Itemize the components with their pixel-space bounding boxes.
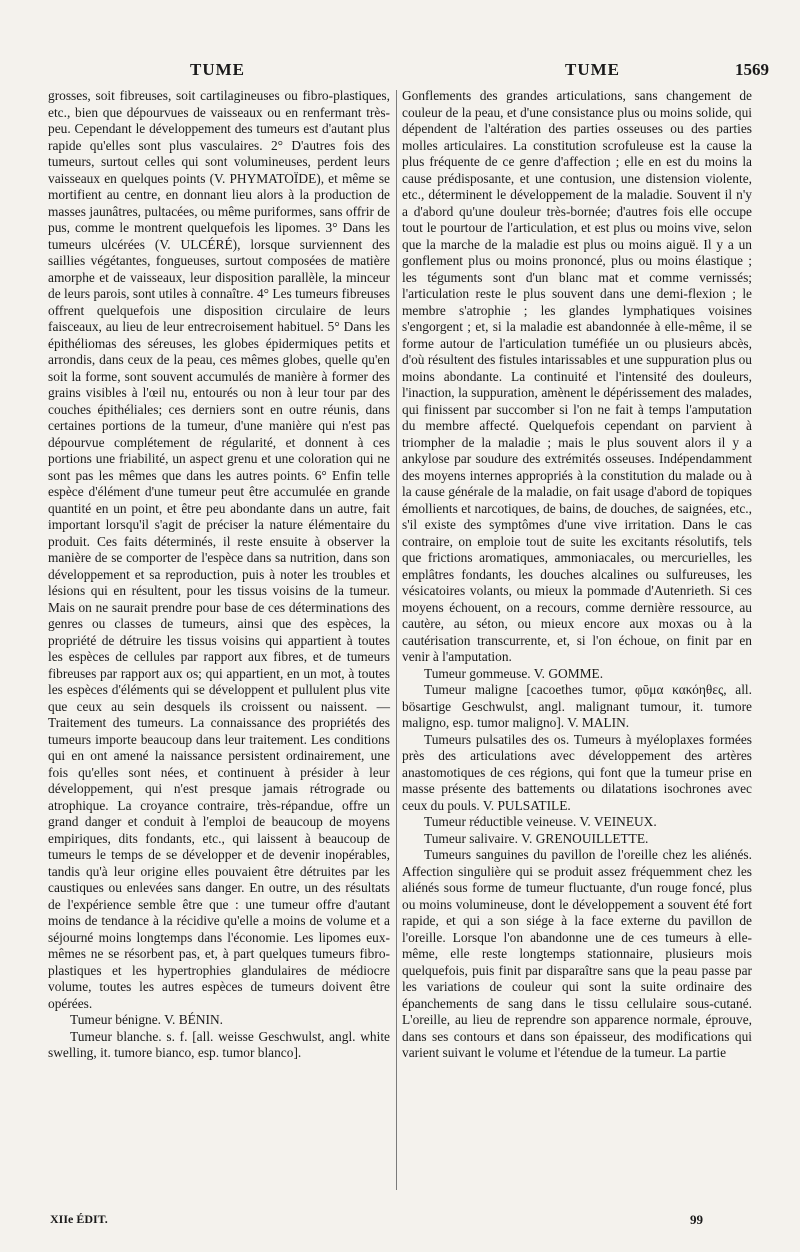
running-header-right: TUME [565, 60, 620, 79]
right-column [402, 88, 752, 1062]
entry-tumeur-blanche: Tumeur blanche. s. f. [all. weisse Geschwulst, angl. white swelling, it. tumore bianco, esp. tumor blanco]. [48, 1028, 390, 1060]
running-header-left: TUME [190, 60, 245, 79]
entry-tumeur-reductible: Tumeur réductible veineuse. V. VEINEUX. [424, 814, 657, 829]
entry-tumeur-benigne: Tumeur bénigne. V. BÉNIN. [70, 1012, 224, 1027]
entry-tumeurs-sanguines: Tumeurs sanguines du pavillon de l'oreille chez les aliénés. Affection singulière qui se produit assez fréquemment chez les aliénés sous forme de tumeur fluctuante, d'un rouge foncé, plus ou moins volumineuse, dont le développement a souvent été fort rapide, et qui a son siége à la face externe du pavillon de l'oreille. Lorsque l'on abandonne une de ces tumeurs à elle-même, elle reste longtemps stationnaire, plusieurs mois quelquefois, puis finit par disparaître sans que la peau passe par les variations de couleur qui sont la suite ordinaire des épanchements de sang dans le tissu cellulaire sous-cutané. L'oreille, au lieu de reprendre son apparence normale, éprouve, dans ses contours et dans son épaisseur, des modifications qui varient suivant le volume et l'étendue de la tumeur. La partie [402, 847, 752, 1060]
column-divider [396, 90, 397, 1190]
paragraph: grosses, soit fibreuses, soit cartilagineuses ou fibro-plastiques, etc., bien que dépourvues de vaisseaux ou en renfermant très-peu. Cependant le développement des tumeurs est d'autant plus rapide qu'elles sont plus vasculaires. 2° D'autres fois des tumeurs, surtout celles qui sont volumineuses, perdent leurs vaisseaux en quelques points (V. PHYMATOÏDE), et même se mortifient au centre, en donnant lieu alors à la production de masses jaunâtres, pultacées, ou même puriformes, sans offrir de pus, comme le montrent quelquefois les lipomes. 3° Dans les tumeurs ulcérées (V. ULCÉRÉ), lorsque surviennent des saillies végétantes, fongueuses, surtout composées de matière amorphe et de vaisseaux, leur disposition parallèle, la minceur de leurs parois, sont utiles à connaître. 4° Les tumeurs fibreuses offrent quelquefois une disposition circulaire de leurs faisceaux, au lieu de leur entrecroisement habituel. 5° Dans les épithéliomas des séreuses, les globes épidermiques petits et arrondis, dans ceux de la peau, ces mêmes globes, quelle qu'en soit la forme, sont souvent accumulés de manière à former des grains visibles à l'œil nu, entourés ou non à leur tour par des couches épithéliales; ces derniers sont en outre réunis, dans certaines portions de la tumeur, d'une manière qui n'est pas dépourvue complétement de régularité, et donnent à ces portions une friabilité, un aspect grenu et une coloration qui ne sont pas les mêmes que dans les autres points. 6° Enfin telle espèce d'élément d'une tumeur peut être accumulée en grande quantité en un point, et être peu abondante dans un autre, fait important lorsqu'il s'agit de préciser la nature élémentaire du produit. Ces faits déterminés, il reste ensuite à observer la manière de se comporter de l'espèce dans sa nutrition, dans son développement et sa reproduction, puis à noter les troubles et lésions qui en résultent, pour les tissus voisins de la tumeur. Mais on ne saurait prendre pour base de ces déterminations des genres ou classes de tumeurs, ainsi que des espèces, la propriété de détruire les tissus voisins qui appartient à toutes les espèces de cellules par rapport aux fibres, et de tumeurs fibreuses par rapport aux os; qui appartient, en un mot, à toutes les espèces d'éléments qui se développent et pullulent plus vite que ceux au sein desquels ils croissent ou naissent. — Traitement des tumeurs. La connaissance des propriétés des tumeurs importe beaucoup dans leur traitement. Les conditions qui en ont amené la naissance persistent ordinairement, une fois qu'elles sont nées, et continuent à présider à leur développement, qui n'est presque jamais rétrograde ou atrophique. La croyance contraire, très-répandue, offre un grand danger et conduit à l'emploi de beaucoup de moyens empiriques, dits fondants, etc., qui laissent à beaucoup de tumeurs le temps de se développer et de devenir inopérables, tandis qu'à leur origine elles pouvaient être détruites par les caustiques ou enlevées sans danger. En outre, un des résultats de l'expérience semble être que : une tumeur offre d'autant moins de tendance à la récidive qu'elle a moins de volume et a séjourné moins longtemps dans l'économie. Les lipomes eux-mêmes ne se résorbent pas, et, à part quelques tumeurs fibro-plastiques et les hypertrophies glandulaires de médiocre volume, toutes les autres espèces de tumeurs doivent être opérées. [48, 88, 390, 1011]
entry-tumeurs-pulsatiles: Tumeurs pulsatiles des os. Tumeurs à myéloplaxes formées près des articulations avec développement des artères anastomotiques de ces régions, qui font que la tumeur prise en masse présente des battements ou dilatations isochrones avec ceux du pouls. V. PULSATILE. [402, 731, 752, 813]
entry-tumeur-gommeuse: Tumeur gommeuse. V. GOMME. [424, 665, 604, 681]
left-column [48, 88, 390, 1062]
paragraph: Gonflements des grandes articulations, sans changement de couleur de la peau, et d'une consistance plus ou moins solide, qui dépendent de l'altération des parties osseuses ou des parties molles articulaires. La constitution scrofuleuse est la cause la plus fréquente de ce genre d'affection ; elle en est du moins la cause prédisposante, et une contusion, une distension violente, etc., déterminent le développement de la maladie. Souvent il n'y a d'abord qu'une douleur très-bornée; d'autres fois elle occupe tout le pourtour de l'articulation, et est plus ou moins vive, selon que la marche de la maladie est plus ou moins aiguë. Il y a un gonflement plus ou moins prononcé, plus ou moins élastique ; les téguments sont d'un blanc mat et comme vernissés; l'articulation reste le plus souvent dans une demi-flexion ; le membre s'atrophie ; les glandes lymphatiques voisines s'engorgent ; et, si la maladie est abandonnée à elle-même, il se forme autour de l'articulation tuméfiée un ou plusieurs abcès, d'où résultent des fistules intarissables et une suppuration plus ou moins abondante. La continuité et l'intensité des douleurs, l'inaction, la suppuration, amènent le dépérissement des malades, qui finissent par succomber si l'on ne fait à temps l'amputation du membre affecté. Quelquefois cependant on parvient à triompher de la maladie ; mais le plus souvent alors il y a ankylose par soudure des extrémités osseuses. Indépendamment des moyens internes appropriés à la constitution du malade ou à la cause générale de la maladie, on fait usage d'abord de topiques émollients et narcotiques, de bains, de douches, de saignées, etc., s'il existe des symptômes d'une vive irritation. Dans le cas contraire, on emploie tout de suite les excitants résolutifs, tels que frictions aromatiques, ammoniacales, ou mercurielles, les emplâtres fondants, les douches alcalines ou sulfureuses, les vésicatoires volants, ou mieux la pommade d'Autenrieth. Si ces moyens échouent, on a recours, comme dernière ressource, au cautère, au séton, ou mieux encore aux moxas ou à la cautérisation transcurrente, et, si l'on échoue, on finit par en venir à l'amputation. [402, 88, 752, 664]
signature-number: 99 [690, 1212, 703, 1227]
entry-tumeur-salivaire: Tumeur salivaire. V. GRENOUILLETTE. [424, 830, 649, 846]
entry-tumeur-maligne: Tumeur maligne [cacoethes tumor, φῦμα κακόηθες, all. bösartige Geschwulst, angl. malignant tumour, it. tumore maligno, esp. tumor maligno]. V. MALIN. [402, 682, 752, 730]
page-number: 1569 [735, 60, 769, 79]
edition-footer: XIIe ÉDIT. [50, 1212, 108, 1226]
